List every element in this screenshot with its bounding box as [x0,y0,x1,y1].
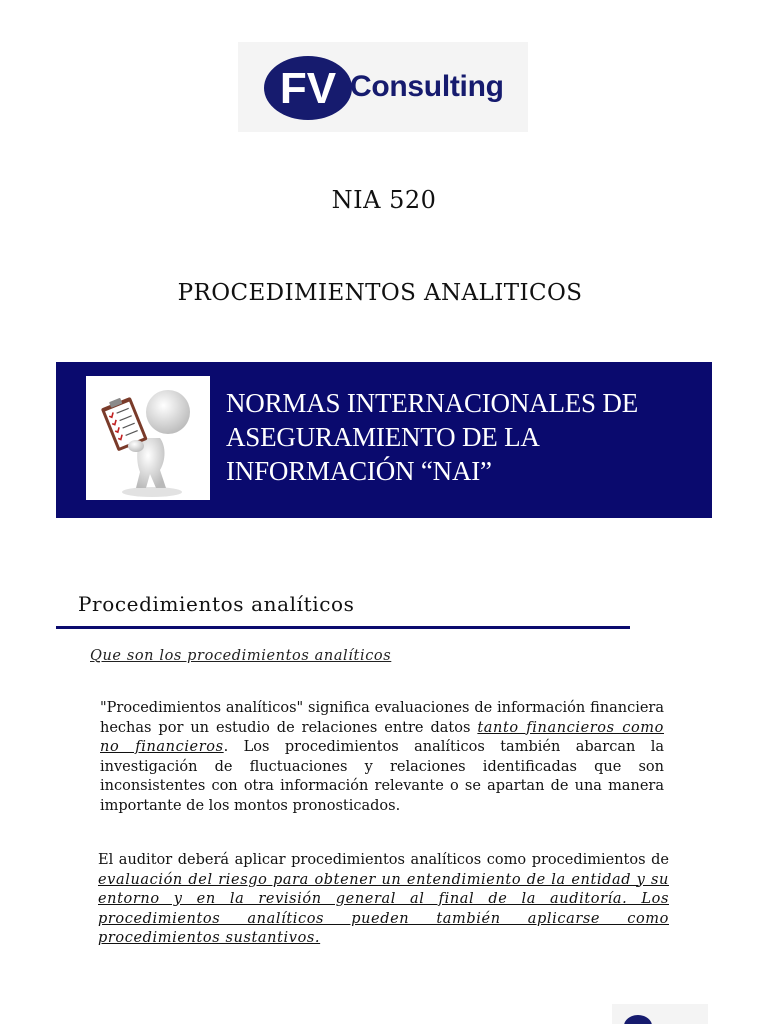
company-logo [238,42,528,132]
banner-line: ASEGURAMIENTO DE LA [226,422,540,452]
document-code: NIA 520 [331,186,437,214]
paragraph-text: El auditor deberá aplicar procedimientos analíticos como procedimientos de [98,852,669,868]
banner-line: NORMAS INTERNACIONALES DE [226,388,638,418]
banner-illustration [86,376,210,500]
section-subheading: Que son los procedimientos analíticos [90,648,392,664]
document-title: PROCEDIMIENTOS ANALITICOS [177,280,583,306]
banner-line: INFORMACIÓN “NAI” [226,456,492,486]
fv-logo-mark-icon [262,55,354,121]
underlined-phrase: tanto financieros como no financieros [100,719,664,755]
banner-heading [226,386,706,488]
fv-logo-mark-icon [612,1004,708,1024]
paragraph-text: . Los procedimientos analíticos también abarcan la investigación de fluctuaciones y relaciones identificadas que son inconsistentes con otra información relevante o se apartan de una manera importante de los montos pronosticados. [100,739,664,814]
person-with-clipboard-icon [86,376,210,500]
underlined-phrase: evaluación del riesgo para obtener un entendimiento de la entidad y su entorno y en la revisión general al final de la auditoría. Los procedimientos analíticos pueden también aplicarse como procedimientos sustantivos. [98,871,669,946]
requirement-paragraph [98,851,669,949]
section-heading: Procedimientos analíticos [78,592,355,616]
paragraph-text: "Procedimientos analíticos" significa evaluaciones de información financiera hechas por un estudio de relaciones entre datos [100,700,664,736]
definition-paragraph [100,699,664,816]
logo-monogram: FV [279,64,337,113]
standards-banner [56,362,712,518]
footer-logo [612,1004,708,1024]
section-divider [56,626,630,629]
logo-brand-text: Consulting [350,70,504,103]
